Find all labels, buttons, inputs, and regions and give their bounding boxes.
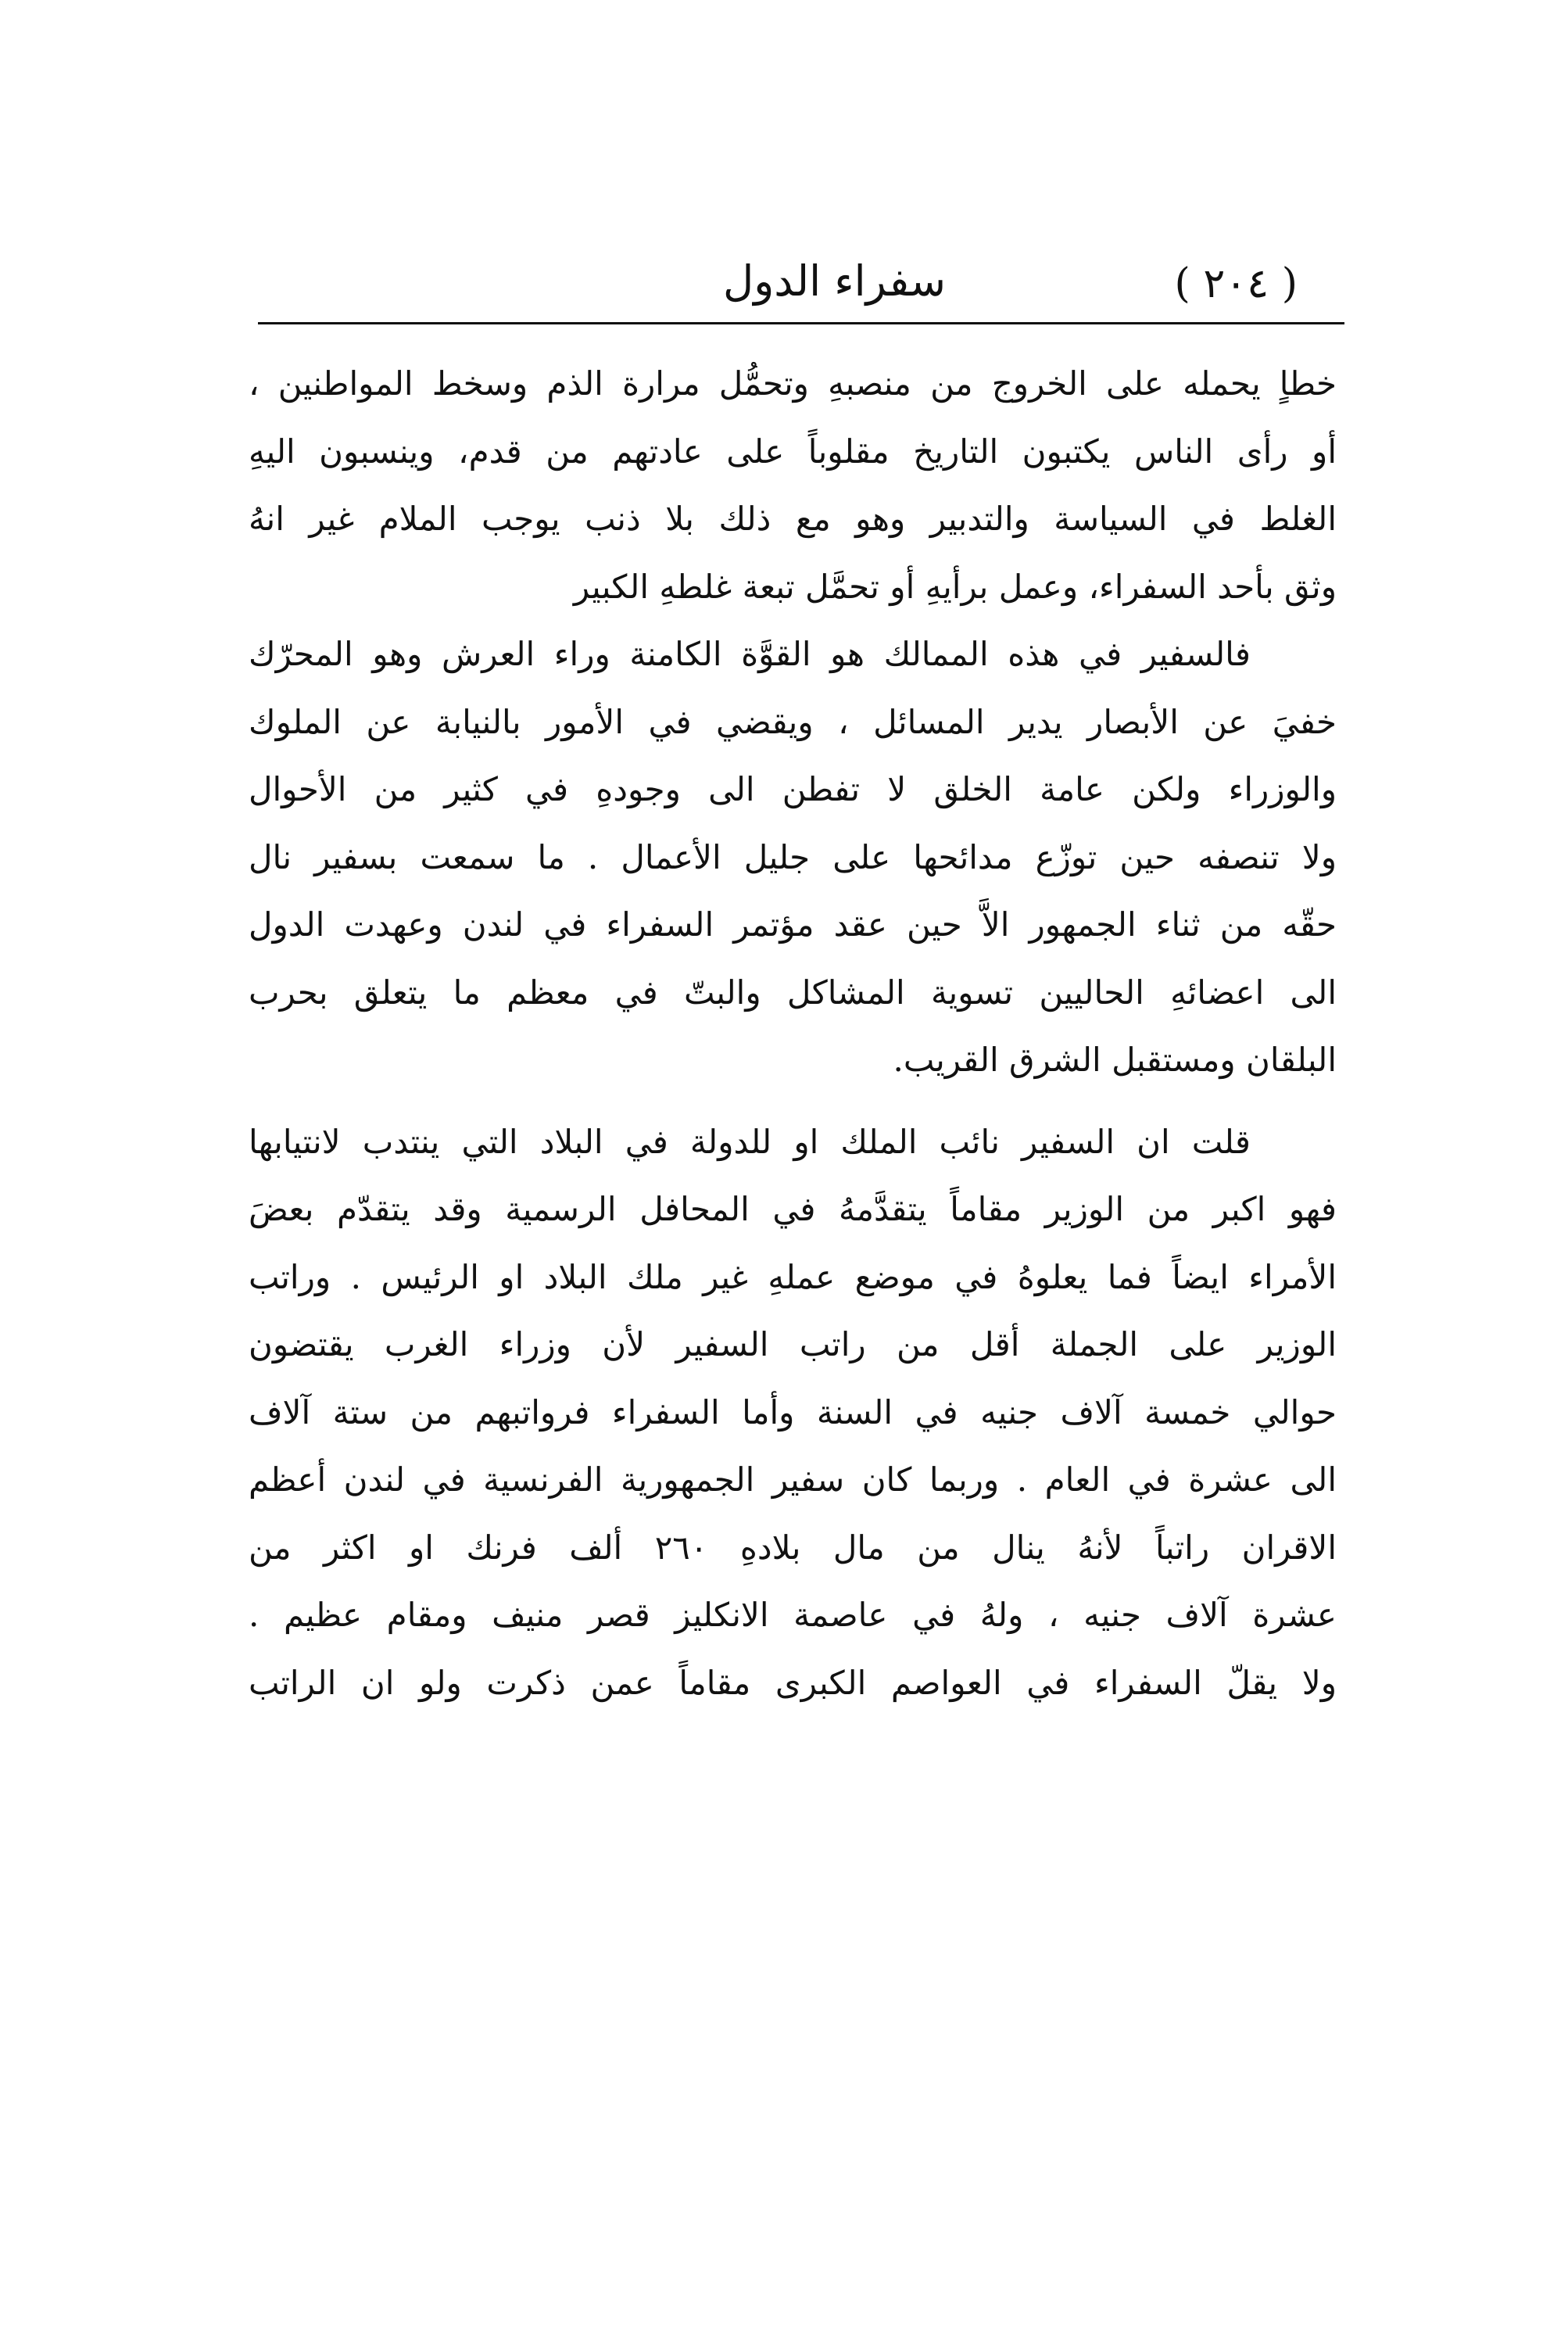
text-line: وثق بأحد السفراء، وعمل برأيهِ أو تحمَّل تبعة غلطهِ الكبير xyxy=(573,567,1337,606)
text-line: والوزراء ولكن عامة الخلق لا تفطن الى وجودهِ في كثير من الأحوال xyxy=(249,770,1337,808)
text-line: البلقان ومستقبل الشرق القريب. xyxy=(893,1041,1337,1079)
text-line: الغلط في السياسة والتدبير وهو مع ذلك بلا ذنب يوجب الملام غير انهُ xyxy=(249,500,1337,538)
text-line: فالسفير في هذه الممالك هو القوَّة الكامنة وراء العرش وهو المحرّك xyxy=(249,635,1251,673)
body-text xyxy=(249,350,1337,1717)
text-line: الى عشرة في العام . وربما كان سفير الجمهورية الفرنسية في لندن أعظم xyxy=(249,1460,1337,1499)
page-number: ( ٢٠٤ ) xyxy=(1174,260,1298,307)
paragraph-3 xyxy=(249,1109,1337,1718)
running-title: سفراء الدول xyxy=(722,256,946,306)
text-line: فهو اكبر من الوزير مقاماً يتقدَّمهُ في المحافل الرسمية وقد يتقدّم بعضَ xyxy=(249,1190,1337,1228)
paragraph-1 xyxy=(249,350,1337,621)
text-line: أو رأى الناس يكتبون التاريخ مقلوباً على عادتهم من قدم، وينسبون اليهِ xyxy=(249,432,1337,471)
header-rule xyxy=(258,322,1344,324)
page-header xyxy=(258,249,1344,319)
paragraph-2 xyxy=(249,621,1337,1095)
text-line: الأمراء ايضاً فما يعلوهُ في موضع عملهِ غير ملك البلاد او الرئيس . وراتب xyxy=(249,1257,1337,1296)
text-line: خفيَ عن الأبصار يدير المسائل ، ويقضي في الأمور بالنيابة عن الملوك xyxy=(249,702,1337,741)
text-line: قلت ان السفير نائب الملك او للدولة في البلاد التي ينتدب لانتيابها xyxy=(249,1122,1251,1161)
text-line: ولا تنصفه حين توزّع مدائحها على جليل الأعمال . ما سمعت بسفير نال xyxy=(249,837,1337,876)
text-line: خطاٍ يحمله على الخروج من منصبهِ وتحمُّل مرارة الذم وسخط المواطنين ، xyxy=(249,364,1337,403)
text-line: الى اعضائهِ الحاليين تسوية المشاكل والبتّ في معظم ما يتعلق بحرب xyxy=(249,973,1337,1012)
paragraph-gap xyxy=(249,1095,1337,1109)
text-line: الاقران راتباً لأنهُ ينال من مال بلادهِ ٢٦٠ ألف فرنك او اكثر من xyxy=(249,1528,1337,1567)
text-line: عشرة آلاف جنيه ، ولهُ في عاصمة الانكليز قصر منيف ومقام عظيم . xyxy=(249,1596,1337,1634)
text-line: حقّه من ثناء الجمهور الاَّ حين عقد مؤتمر السفراء في لندن وعهدت الدول xyxy=(249,905,1337,944)
text-line: حوالي خمسة آلاف جنيه في السنة وأما السفراء فرواتبهم من ستة آلاف xyxy=(249,1392,1337,1431)
text-line: ولا يقلّ السفراء في العواصم الكبرى مقاماً عمن ذكرت ولو ان الراتب xyxy=(249,1663,1337,1702)
text-line: الوزير على الجملة أقل من راتب السفير لأن وزراء الغرب يقتضون xyxy=(249,1325,1337,1363)
